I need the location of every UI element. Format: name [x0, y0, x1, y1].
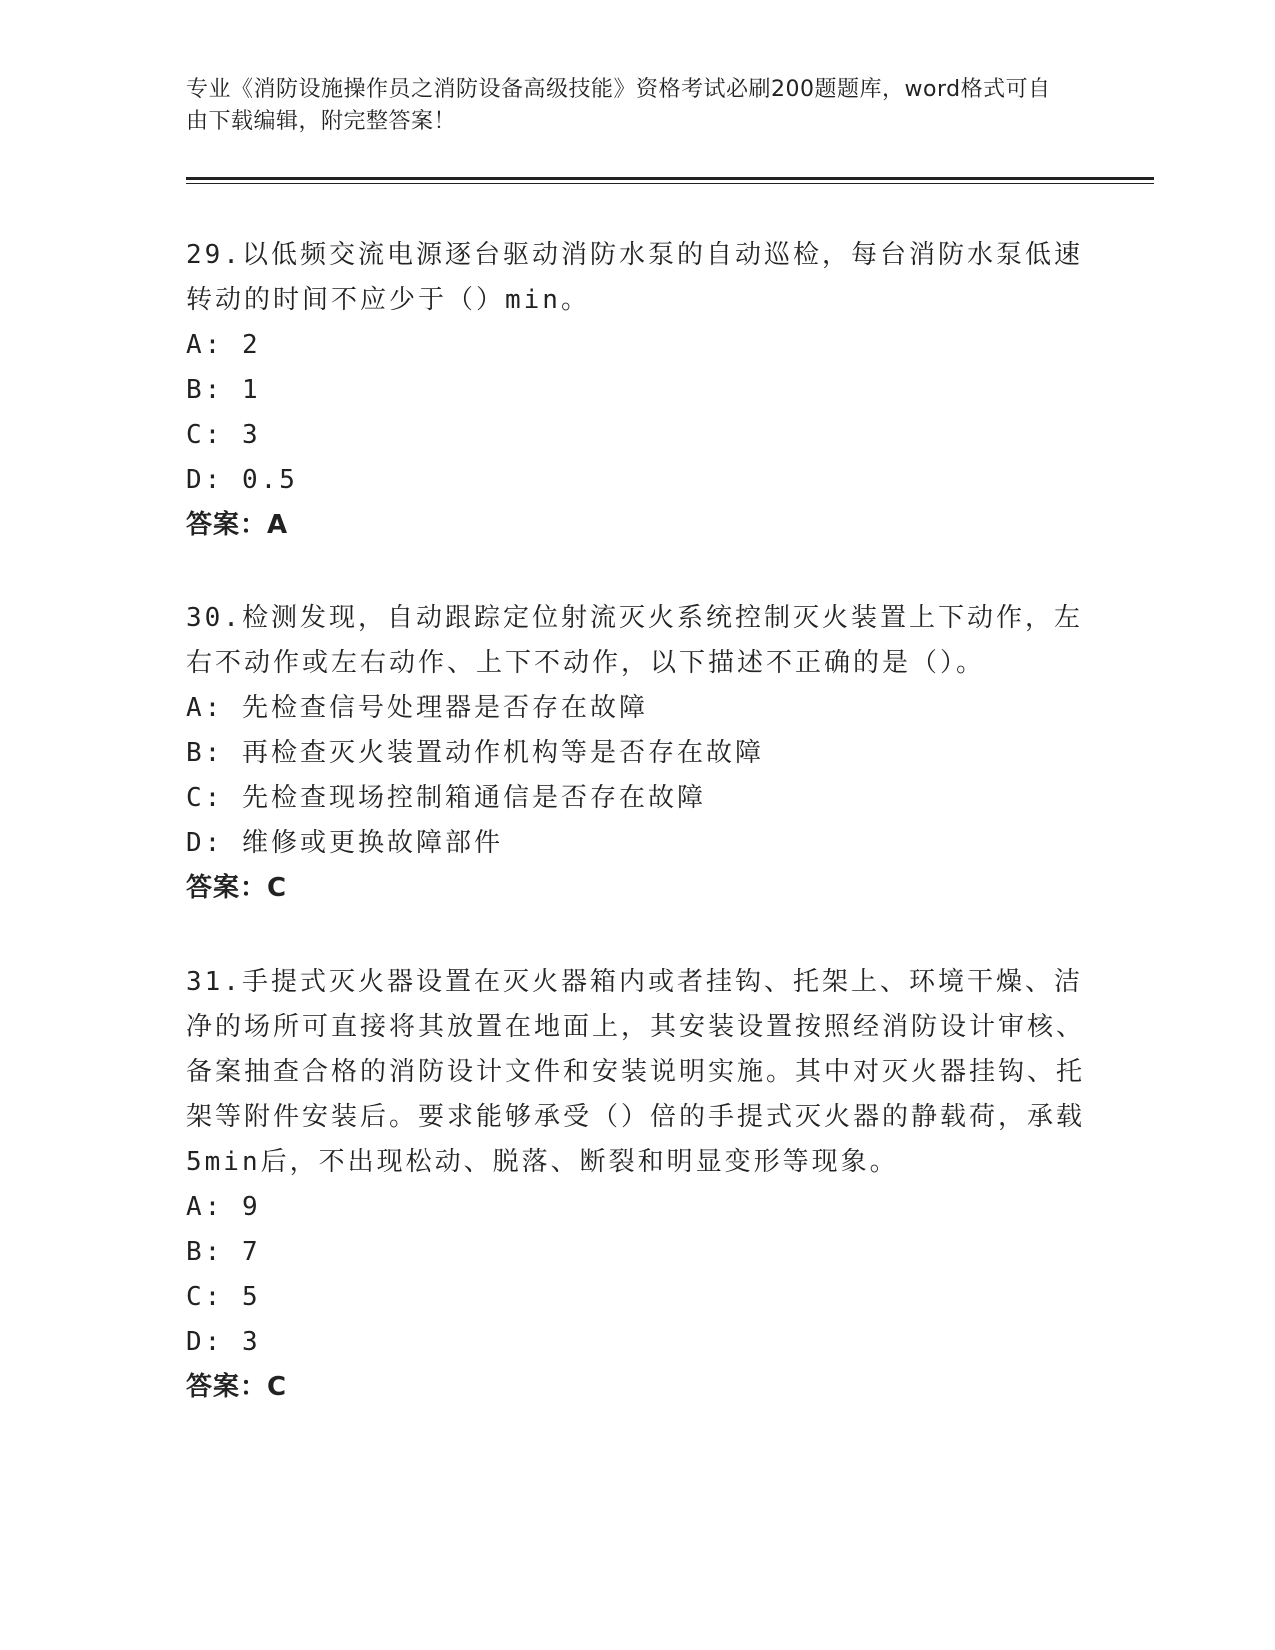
header-divider-thin — [186, 183, 1154, 184]
option-a: A: 先检查信号处理器是否存在故障 — [186, 693, 648, 723]
option-c: C: 3 — [186, 420, 261, 450]
option-d: D: 维修或更换故障部件 — [186, 828, 503, 858]
option-c: C: 5 — [186, 1282, 261, 1312]
document-header: 专业《消防设施操作员之消防设备高级技能》资格考试必刷200题题库，word格式可自由下载编辑，附完整答案！ — [186, 77, 1051, 134]
answer-line: 答案：A — [186, 510, 289, 540]
option-a: A: 9 — [186, 1192, 261, 1222]
answer-line: 答案：C — [186, 1372, 288, 1402]
question-31 — [186, 960, 1086, 1410]
option-d: D: 0.5 — [186, 465, 298, 495]
option-c: C: 先检查现场控制箱通信是否存在故障 — [186, 783, 706, 813]
option-b: B: 再检查灭火装置动作机构等是否存在故障 — [186, 738, 764, 768]
question-29 — [186, 233, 1086, 548]
option-d: D: 3 — [186, 1327, 261, 1357]
question-30 — [186, 596, 1086, 911]
option-a: A: 2 — [186, 330, 261, 360]
option-b: B: 1 — [186, 375, 261, 405]
question-stem: 31.手提式灭火器设置在灭火器箱内或者挂钩、托架上、环境干燥、洁净的场所可直接将其放置在地面上，其安装设置按照经消防设计审核、备案抽查合格的消防设计文件和安装说明实施。其中对灭火器挂钩、托架等附件安装后。要求能够承受（）倍的手提式灭火器的静载荷，承载5min后，不出现松动、脱落、断裂和明显变形等现象。 — [186, 967, 1086, 1177]
header-divider-thick — [186, 177, 1154, 180]
answer-line: 答案：C — [186, 873, 288, 903]
option-b: B: 7 — [186, 1237, 261, 1267]
question-stem: 30.检测发现，自动跟踪定位射流灭火系统控制灭火装置上下动作，左右不动作或左右动作、上下不动作，以下描述不正确的是（）。 — [186, 603, 1083, 678]
question-stem: 29.以低频交流电源逐台驱动消防水泵的自动巡检，每台消防水泵低速转动的时间不应少于（）min。 — [186, 240, 1083, 315]
